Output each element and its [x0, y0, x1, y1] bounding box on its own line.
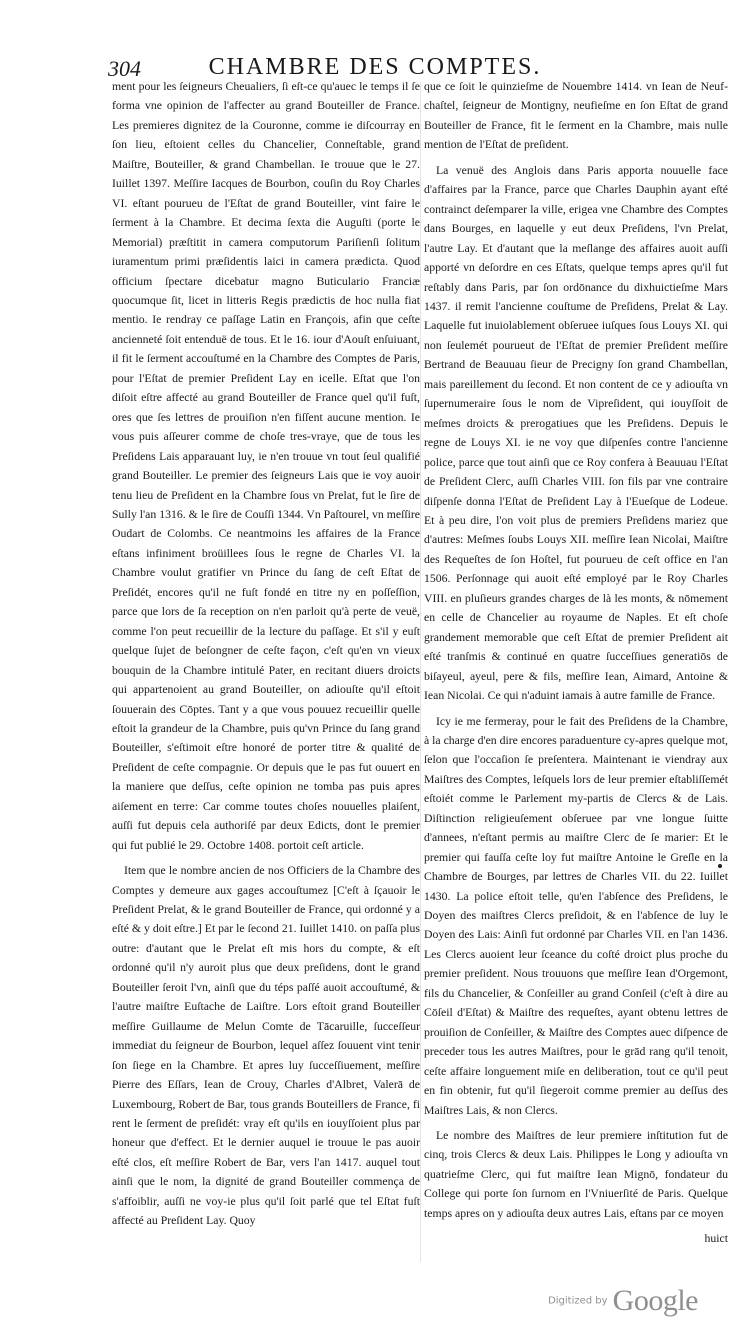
- google-watermark: [548, 1284, 698, 1318]
- right-paragraph-4: Le nombre des Maiſtres de leur premiere inſtitution fut de cinq, trois Clercs & deux Lais. Philippes le Long y adiouſta vn quatrieſme Clerc, qui fut maiſtre Iean Mignō, fondateur du College qui porte ſon ſurnom en l'Vniuerſité de Paris. Quelque temps apres on y adiouſta deux autres Lais, eſtans par ce moyen: [424, 1129, 728, 1220]
- running-title: CHAMBRE DES COMPTES.: [208, 54, 542, 80]
- margin-mark: [718, 864, 722, 868]
- right-paragraph-1: que ce ſoit le quinzieſme de Nouembre 1414. vn Iean de Neuf-chaſtel, ſeigneur de Montigny, neufieſme en ſon Eſtat de grand Bouteiller de France, fit le ſerment en la Chambre, mais nulle mention de l'Eſtat de preſident.: [424, 80, 728, 152]
- left-column: [112, 77, 420, 1237]
- catchword: huict: [704, 1232, 728, 1246]
- right-paragraph-2: La venuë des Anglois dans Paris apporta nouuelle face d'affaires par la France, parce que Charles Dauphin ayant eſté contrainct deſemparer la ville, erigea vne Chambre des Comptes dans Bourges, en laquelle y eut deux Preſidens, l'vn Prelat, l'autre Lay. Et d'autant que la meſlange des affaires auoit auſſi apporté vn deſordre en ces Eſtats, quelque temps apres qu'il fut reſtably dans Paris, par ſon ordōnance du dixhuictieſme Mars 1437. il remit l'ancienne couſtume de Preſidens, Prelat & Lay. Laquelle fut inuiolablement obſeruee iuſques ſous Louys XI. qui non ſeulemét pourueut de l'Eſtat de premier Preſident meſſire Bertrand de Beauuau ſieur de Precigny ſon grand Chambellan, mais pareillement du ſecond. Et non content de ce y adiouſta vn ſupernumeraire ſous le nom de Vipreſident, qui iouyſſoit de meſmes droicts & prerogatiues que les Preſidens. Depuis le regne de Louys XI. ie ne voy que diſpenſes contre l'ancienne police, parce que tout ainſi que ce Roy confera à Beauuau l'Eſtat de Preſident Clerc, auſſi Charles VIII. ſon fils par vne contraire diſpenſe donna l'Eſtat de Preſident Lay à l'Eueſque de Lodeue. Et à peu dire, l'on voit plus de premiers Preſidens mariez que d'autres: Meſmes ſoubs Louys XII. meſſire Iean Nicolai, Maiſtre des Requeſtes de ſon Hoſtel, fut pourueu de ceſt office en l'an 1506. Perſonnage qui auoit eſté employé par le Roy Charles VIII. en pluſieurs grandes charges de là les monts, & nōmement en celle de Chancelier au royaume de Naples. Et eſt choſe grandement memorable que ceſt Eſtat de premier Preſident ait eſté tranſmis & continué en quatre ſucceſſiues generatiōs de biſayeul, ayeul, pere & fils, meſſire Iean, Aimard, Antoine & Iean Nicolai. Ce qui n'aduint iamais à autre famille de France.: [424, 163, 728, 703]
- gutter-divider: [420, 82, 421, 1262]
- digitized-by-label: Digitized by: [548, 1295, 608, 1307]
- google-logo: Google: [612, 1284, 698, 1317]
- right-paragraph-3: Icy ie me fermeray, pour le fait des Preſidens de la Chambre, à la charge d'en dire encores paraduenture cy-apres quelque mot, ſelon que l'occaſion ſe preſentera. Maintenant ie viendray aux Maiſtres des Comptes, leſquels lors de leur premier eſtabliſſemét eſtoiét comme le Parlement my-partis de Clercs & de Lais. Diſtinction religieuſement obſeruee par vne longue ſuitte d'annees, n'eſtant permis au maiſtre Clerc de ſe marier: Et le premier qui fauſſa ceſte loy fut maiſtre Antoine le Greſle en la Chambre de Bourges, par lettres de Charles VII. du 22. Iuillet 1430. La police eſtoit telle, qu'en l'abſence des Preſidens, le Doyen des maiſtres Clercs preſidoit, & en l'abſence de luy le Doyen des Lais: Ainſi fut ordonné par Charles VII. en l'an 1436. Les Clercs auoient leur ſceance du coſté droict plus proche du premier preſident. Nous trouuons que meſſire Iean d'Orgemont, fils du Chancelier, & Conſeiller au grand Conſeil (c'eſt à dire au Cōſeil d'Eſtat) & Maiſtre des requeſtes, ayant obtenu lettres de prouiſion de Conſeiller, & Maiſtre des Comptes auec diſpence de preceder tous les autres Maiſtres, pour le grād rang qu'il tenoit, ceſte affaire longuement miſe en deliberation, tout ce qu'il peut en fin obtenir, fut qu'il ſiegeroit comme premier au deſſus des Maiſtres Lais, & non Clercs.: [424, 714, 728, 1117]
- left-paragraph-2: Item que le nombre ancien de nos Officiers de la Chambre des Comptes y demeure aux gages accouſtumez [C'eſt à ſçauoir le Preſident Prelat, & le grand Bouteiller de France, qui ordonné y a eſté & y doit eſtre.] Et par le ſecond 21. Iuillet 1410. on paſſa plus outre: d'autant que le Prelat eſt mis hors du compte, & eſt ordonné qu'il n'y auroit plus que deux preſidens, dont le grand Bouteiller ſeroit l'vn, ainſi que du téps paſſé auoit accouſtumé, & l'autre maiſtre Euſtache de Laiſtre. Lors eſtoit grand Bouteiller meſſire Guillaume de Melun Comte de Tācaruille, ſucceſſeur immediat du ſeigneur de Bourbon, lequel aſſez ſouuent vint tenir ſon ſiege en la Chambre. Et apres luy ſucceſſiuement, meſſire Pierre des Eſſars, Iean de Crouy, Charles d'Albret, Valerā de Luxembourg, Robert de Bar, tous grands Bouteillers de France, fi rent le ſerment de preſidét: vray eſt qu'ils en iouyſſoient plus par honeur que d'effect. Et le dernier auquel ie trouue le pas auoir eſté clos, eſt meſſire Robert de Bar, vers l'an 1417. auquel tout ainſi que le nom, la dignité de grand Bouteiller commença de s'affoiblir, auſſi ne voy-ie plus qu'il ſoit parlé que tel Eſtat fuſt affecté au Preſident Lay. Quoy: [112, 864, 421, 1228]
- left-paragraph-1: ment pour les ſeigneurs Cheualiers, ſi eſt-ce qu'auec le temps il ſe forma vne opinion de l'affecter au grand Bouteiller de France. Les premieres dignitez de la Couronne, comme ie diſcourray en ſon lieu, eſtoient celles du Chancelier, Conneſtable, grand Maiſtre, Bouteiller, & grand Chambellan. Ie trouue que le 27. Iuillet 1397. Meſſire Iacques de Bourbon, couſin du Roy Charles VI. eſtant pourueu de l'Eſtat de grand Bouteiller, vint faire le ſerment à la Chambre. Et decima ſexta die Auguſti (porte le Memorial) præſtitit in camera computorum Pariſienſi ſolitum iuramentum primi præſidentis laici in camera prædicta. Quod officium ſpectare dicebatur magno Buticulario Franciæ quocumque ſit, licet in litteris Regis prædictis de hoc nulla fiat mentio. Ie rendray ce paſſage Latin en François, afin que ceſte ancienneté ſoit entenduë de tous. Et le 16. iour d'Aouſt enſuiuant, il fit le ſerment accouſtumé en la Chambre des Comptes de Paris, pour l'Eſtat de premier Preſident Lay en icelle. Eſtat que l'on diſoit eſtre affecté au grand Bouteiller de France quel qu'il fuſt, ores que ſes lettres de prouiſion n'en fiſſent aucune mention. Ie vous puis aſſeurer comme de choſe tres-vraye, que de tous les Preſidens Lais apparauant luy, ie n'en trouue vn tout ſeul qualifié grand Bouteiller. Le premier des ſeigneurs Lais que ie voy auoir tenu lieu de Preſident en la Chambre ſous vn Prelat, fut le ſire de Sully l'an 1316. & le ſire de Couſſi 1344. Vn Paſtourel, vn meſſire Oudart de Colombs. Ce neantmoins les affaires de la France eſtans infiniment broüillees ſous le regne de Charles VI. la Chambre voulut gratifier vn Prince du ſang de ceſt Eſtat de Preſidét, encores qu'il ne fuſt fondé en titre ny en poſſeſſion, parce que lors de ſa reception on n'en parloit qu'à perte de veuë, comme l'on peut recueillir de la lecture du paſſage. Et s'il y euſt quelque ſujet de beſongner de ceſte façon, c'eſt qu'en vn vieux bouquin de la Chambre intitulé Pater, en recitant diuers droicts qui appartenoient au grand Bouteiller, on adiouſte qu'il eſtoit ſouuerain des Cōptes. Tant y a que vous pouuez recueillir quelle eſtoit la grandeur de la Chambre, puis qu'vn Prince du ſang grand Bouteiller, s'eſtimoit eſtre honoré de porter titre & qualité de Preſident de ceſte compagnie. Or depuis que le pas fut ouuert en la maniere que deſſus, ceſte opinion ne tomba pas puis apres aiſement en terre: Car comme toutes choſes nouuelles plaiſent, auſſi fut depuis cela authoriſé par deux Edicts, dont le premier qui fut publié le 29. Octobre 1408. portoit ceſt article.: [112, 80, 420, 852]
- right-column: [424, 77, 728, 1249]
- page-number: 304: [108, 56, 141, 81]
